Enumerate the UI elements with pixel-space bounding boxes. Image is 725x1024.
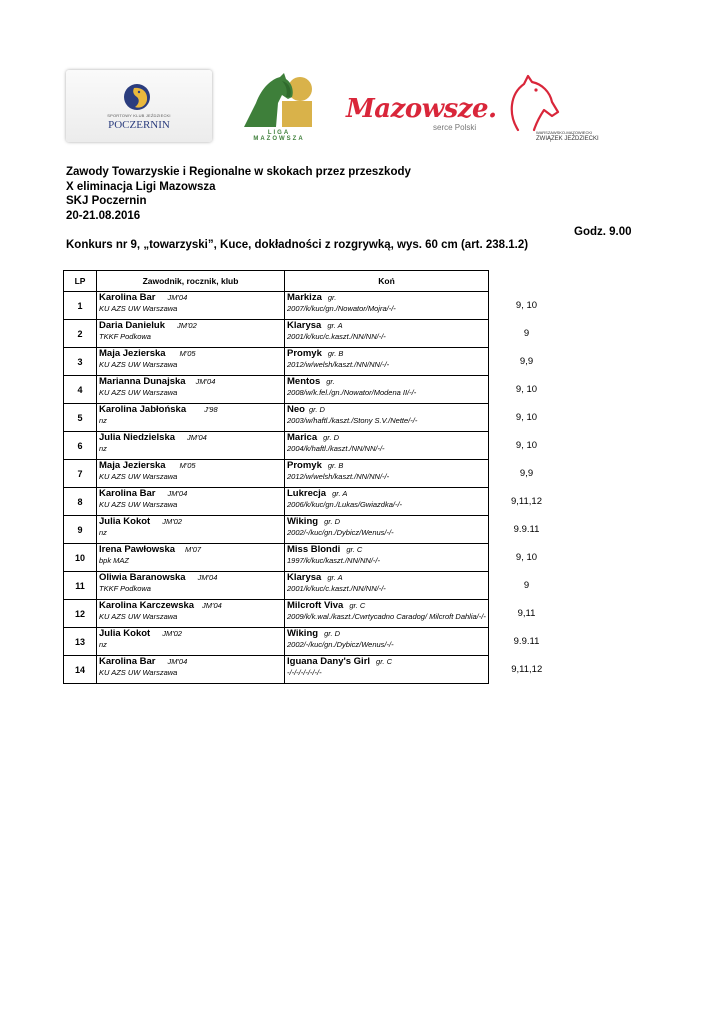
mazowsze-logo bbox=[346, 94, 497, 136]
rider-cell bbox=[97, 544, 285, 572]
horse-cell bbox=[285, 292, 489, 320]
row-note: 9, 10 bbox=[515, 384, 538, 395]
header-lp: LP bbox=[64, 271, 97, 292]
table-row bbox=[64, 404, 565, 432]
horse-info: 2001/k/kuc/c.kaszt./NN/NN/-/- bbox=[287, 332, 386, 341]
horse-info: 2002/-/kuc/gn./Dybicz/Wenus/-/- bbox=[287, 528, 394, 537]
horse-group: gr. D bbox=[308, 405, 325, 414]
rider-category: JM'04 bbox=[167, 657, 188, 666]
table-row bbox=[64, 432, 565, 460]
horse-group: gr. bbox=[326, 377, 335, 386]
horse-info: 2009/k/k.wal./kaszt./Cwrtycadno Caradog/ Milcroft Dahlia/-/- bbox=[287, 612, 486, 621]
horse-name: Klarysa bbox=[287, 572, 322, 583]
rider-name: Karolina Bar bbox=[99, 292, 156, 303]
rider-cell bbox=[97, 292, 285, 320]
horse-info: 1997/k/kuc/kaszt./NN/NN/-/- bbox=[287, 556, 380, 565]
rider-category: M'05 bbox=[179, 461, 196, 470]
horse-group: gr. D bbox=[324, 629, 341, 638]
rider-cell bbox=[97, 348, 285, 376]
horse-group: gr. B bbox=[327, 349, 344, 358]
rider-club: KU AZS UW Warszawa bbox=[99, 304, 178, 313]
table-row bbox=[64, 656, 565, 684]
horse-cell bbox=[285, 320, 489, 348]
rider-category: JM'04 bbox=[202, 601, 222, 610]
rider-club: KU AZS UW Warszawa bbox=[99, 360, 178, 369]
horse-cell bbox=[285, 460, 489, 488]
horse-info: 2001/k/kuc/c.kaszt./NN/NN/-/- bbox=[287, 584, 386, 593]
table-row bbox=[64, 320, 565, 348]
row-note: 9 bbox=[523, 580, 530, 591]
row-lp: 2 bbox=[64, 320, 97, 348]
rider-club: nz bbox=[99, 640, 107, 649]
rider-name: Oliwia Baranowska bbox=[99, 572, 186, 583]
row-lp: 3 bbox=[64, 348, 97, 376]
poczernin-small-text: SPORTOWY KLUB JEŹDZIECKI bbox=[107, 113, 171, 118]
start-list-table bbox=[63, 270, 565, 684]
rider-name: Julia Niedzielska bbox=[99, 432, 176, 443]
rider-club: KU AZS UW Warszawa bbox=[99, 500, 178, 509]
row-lp: 12 bbox=[64, 600, 97, 628]
horse-name: Wiking bbox=[287, 628, 319, 639]
horse-info: 2006/k/kuc/gn./Lukas/Gwiazdka/-/- bbox=[287, 500, 403, 509]
horse-group: gr. B bbox=[327, 461, 344, 470]
row-lp: 6 bbox=[64, 432, 97, 460]
wzj-line1: WARSZAWSKO-MAZOWIECKI bbox=[536, 130, 593, 135]
rider-category: JM'04 bbox=[167, 293, 188, 302]
liga-text: LIGA MAZOWSZA bbox=[253, 130, 305, 142]
rider-category: JM'04 bbox=[195, 377, 216, 386]
table-row bbox=[64, 348, 565, 376]
rider-category: JM'04 bbox=[197, 573, 218, 582]
rider-name: Karolina Karczewska bbox=[99, 600, 195, 611]
rider-club: bpk MAZ bbox=[99, 556, 130, 565]
row-note: 9,11 bbox=[517, 608, 536, 619]
rider-cell bbox=[97, 572, 285, 600]
rider-cell bbox=[97, 320, 285, 348]
rider-cell bbox=[97, 404, 285, 432]
row-lp: 5 bbox=[64, 404, 97, 432]
horse-name: Marica bbox=[287, 432, 318, 443]
start-time: Godz. 9.00 bbox=[574, 226, 632, 238]
header-empty bbox=[489, 271, 565, 292]
competition-title: Konkurs nr 9, „towarzyski”, Kuce, dokładności z rozgrywką, wys. 60 cm (art. 238.1.2) bbox=[66, 239, 529, 251]
horse-name: Markiza bbox=[287, 292, 322, 303]
table-row bbox=[64, 572, 565, 600]
row-lp: 4 bbox=[64, 376, 97, 404]
horse-group: gr. C bbox=[346, 545, 363, 554]
row-lp: 9 bbox=[64, 516, 97, 544]
table-row bbox=[64, 600, 565, 628]
mazowsze-subtitle: serce Polski bbox=[433, 123, 477, 132]
table-row bbox=[64, 544, 565, 572]
wzj-logo bbox=[506, 74, 606, 146]
rider-name: Julia Kokot bbox=[99, 516, 151, 527]
horse-info: 2003/w/haftl./kaszt./Stony S.V./Nette/-/- bbox=[287, 416, 418, 425]
event-title: Zawody Towarzyskie i Regionalne w skokach przez przeszkody bbox=[66, 166, 411, 178]
rider-category: JM'04 bbox=[167, 489, 188, 498]
rider-cell bbox=[97, 432, 285, 460]
horse-group: gr. A bbox=[332, 489, 348, 498]
rider-category: M'07 bbox=[185, 545, 202, 554]
horse-cell bbox=[285, 376, 489, 404]
rider-cell bbox=[97, 628, 285, 656]
horse-info: 2008/w/k.fel./gn./Nowator/Modena II/-/- bbox=[287, 388, 417, 397]
table-row bbox=[64, 516, 565, 544]
rider-cell bbox=[97, 656, 285, 684]
rider-category: JM'04 bbox=[187, 433, 207, 442]
row-note: 9,11,12 bbox=[511, 496, 542, 507]
row-lp: 1 bbox=[64, 292, 97, 320]
rider-club: KU AZS UW Warszawa bbox=[99, 472, 178, 481]
rider-name: Irena Pawłowska bbox=[99, 544, 176, 555]
horse-info: 2012/w/welsh/kaszt./NN/NN/-/- bbox=[287, 360, 390, 369]
table-row bbox=[64, 460, 565, 488]
mazowsze-word: Mazowsze. bbox=[346, 94, 497, 124]
table-row bbox=[64, 292, 565, 320]
rider-club: nz bbox=[99, 416, 107, 425]
horse-name: Milcroft Viva bbox=[287, 600, 344, 611]
event-stage: X eliminacja Ligi Mazowsza bbox=[66, 180, 216, 193]
horse-name: Wiking bbox=[287, 516, 319, 527]
poczernin-logo bbox=[66, 70, 212, 142]
event-date: 20-21.08.2016 bbox=[66, 209, 141, 222]
table-row bbox=[64, 488, 565, 516]
horse-cell bbox=[285, 656, 489, 684]
rider-name: Maja Jezierska bbox=[99, 460, 166, 471]
row-note: 9, 10 bbox=[515, 300, 538, 311]
table-header-row bbox=[64, 271, 565, 292]
rider-club: KU AZS UW Warszawa bbox=[99, 388, 178, 397]
rider-cell bbox=[97, 516, 285, 544]
header-horse: Koń bbox=[285, 271, 489, 292]
rider-club: TKKF Podkowa bbox=[99, 584, 151, 593]
horse-name: Klarysa bbox=[287, 320, 322, 331]
rider-club: KU AZS UW Warszawa bbox=[99, 668, 178, 677]
rider-name: Maja Jezierska bbox=[99, 348, 166, 359]
rider-category: JM'02 bbox=[162, 517, 182, 526]
row-lp: 11 bbox=[64, 572, 97, 600]
horse-cell bbox=[285, 544, 489, 572]
rider-club: nz bbox=[99, 528, 107, 537]
horse-info: 2012/w/welsh/kaszt./NN/NN/-/- bbox=[287, 472, 390, 481]
rider-cell bbox=[97, 600, 285, 628]
horse-cell bbox=[285, 488, 489, 516]
row-note: 9.9.11 bbox=[513, 636, 540, 647]
logo-strip bbox=[66, 68, 626, 148]
horse-name: Mentos bbox=[287, 376, 321, 387]
horse-name: Lukrecja bbox=[287, 488, 327, 499]
horse-cell bbox=[285, 404, 489, 432]
row-note: 9, 10 bbox=[515, 440, 538, 451]
horse-name: Promyk bbox=[287, 460, 322, 471]
rider-name: Marianna Dunajska bbox=[99, 376, 186, 387]
horse-group: gr. bbox=[327, 293, 337, 302]
liga-mazowsza-logo bbox=[242, 73, 316, 143]
horse-name: Iguana Dany's Girl bbox=[287, 656, 371, 667]
row-note: 9.9.11 bbox=[513, 524, 540, 535]
table-row bbox=[64, 628, 565, 656]
horse-info: -/-/-/-/-/-/-/- bbox=[287, 668, 322, 677]
red-horse-icon bbox=[506, 74, 576, 132]
row-lp: 13 bbox=[64, 628, 97, 656]
row-note: 9, 10 bbox=[515, 552, 538, 563]
rider-category: J'98 bbox=[204, 405, 218, 414]
rider-category: JM'02 bbox=[177, 321, 197, 330]
horse-cell bbox=[285, 600, 489, 628]
rider-name: Daria Danieluk bbox=[99, 320, 165, 331]
rider-cell bbox=[97, 460, 285, 488]
wzj-line2: ZWIĄZEK JEŹDZIECKI bbox=[536, 136, 599, 142]
horse-cell bbox=[285, 432, 489, 460]
horse-group: gr. A bbox=[327, 321, 343, 330]
row-lp: 8 bbox=[64, 488, 97, 516]
row-note: 9 bbox=[523, 328, 530, 339]
horse-cell bbox=[285, 572, 489, 600]
rider-cell bbox=[97, 376, 285, 404]
row-lp: 14 bbox=[64, 656, 97, 684]
horse-group: gr. D bbox=[324, 517, 341, 526]
horse-group: gr. C bbox=[349, 601, 366, 610]
horse-group: gr. A bbox=[327, 573, 343, 582]
rider-club: KU AZS UW Warszawa bbox=[99, 612, 178, 621]
horse-name: Miss Blondi bbox=[287, 544, 341, 555]
rider-name: Karolina Jabłońska bbox=[99, 404, 187, 415]
horse-info: 2002/-/kuc/gn./Dybicz/Wenus/-/- bbox=[287, 640, 394, 649]
horse-group: gr. D bbox=[323, 433, 340, 442]
row-lp: 7 bbox=[64, 460, 97, 488]
horse-head-icon bbox=[122, 82, 156, 112]
liga-horse-icon bbox=[242, 73, 316, 129]
rider-category: M'05 bbox=[179, 349, 196, 358]
row-lp: 10 bbox=[64, 544, 97, 572]
rider-cell bbox=[97, 488, 285, 516]
horse-cell bbox=[285, 628, 489, 656]
rider-name: Julia Kokot bbox=[99, 628, 151, 639]
rider-name: Karolina Bar bbox=[99, 656, 156, 667]
horse-info: 2004/k/haftl./kaszt./NN/NN/-/- bbox=[287, 444, 385, 453]
rider-name: Karolina Bar bbox=[99, 488, 156, 499]
row-note: 9,9 bbox=[519, 356, 534, 367]
header-rider: Zawodnik, rocznik, klub bbox=[97, 271, 285, 292]
rider-club: TKKF Podkowa bbox=[99, 332, 151, 341]
horse-name: Neo bbox=[287, 404, 305, 415]
horse-info: 2007/k/kuc/gn./Nowator/Mojra/-/- bbox=[287, 304, 396, 313]
rider-club: nz bbox=[99, 444, 107, 453]
horse-cell bbox=[285, 516, 489, 544]
horse-cell bbox=[285, 348, 489, 376]
event-venue: SKJ Poczernin bbox=[66, 195, 147, 207]
poczernin-name: POCZERNIN bbox=[108, 119, 170, 131]
row-note: 9,9 bbox=[519, 468, 534, 479]
row-note: 9,11,12 bbox=[511, 664, 543, 675]
table-row bbox=[64, 376, 565, 404]
row-note: 9, 10 bbox=[515, 412, 538, 423]
rider-category: JM'02 bbox=[162, 629, 182, 638]
event-header bbox=[66, 165, 411, 223]
horse-name: Promyk bbox=[287, 348, 322, 359]
horse-group: gr. C bbox=[376, 657, 393, 666]
